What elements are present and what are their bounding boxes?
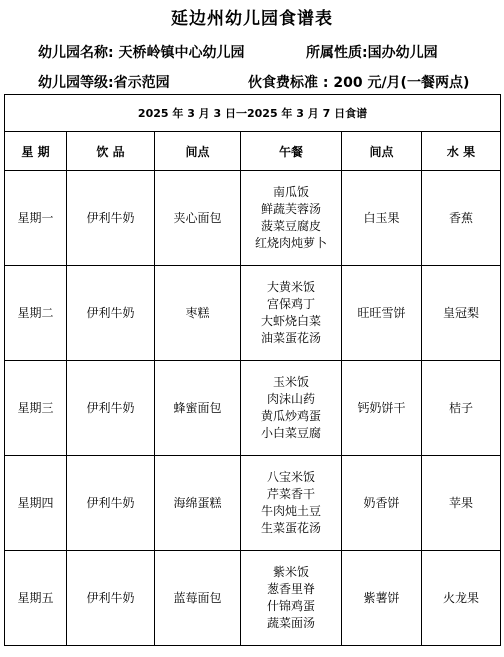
drink-cell: 伊利牛奶 bbox=[67, 171, 155, 266]
weekday-cell: 星期五 bbox=[5, 551, 67, 646]
header-snack-am: 间点 bbox=[155, 132, 241, 171]
weekday-cell: 星期一 bbox=[5, 171, 67, 266]
page-title: 延边州幼儿园食谱表 bbox=[171, 9, 333, 29]
fruit-cell: 桔子 bbox=[422, 361, 501, 456]
lunch-item: 肉沫山药 bbox=[266, 392, 315, 406]
kindergarten-name: 幼儿园名称: 天桥岭镇中心幼儿园 bbox=[38, 45, 245, 61]
kindergarten-nature: 所属性质:国办幼儿园 bbox=[306, 45, 438, 61]
fruit-cell: 苹果 bbox=[422, 456, 501, 551]
header-fruit: 水 果 bbox=[422, 132, 501, 171]
snack-pm-cell: 白玉果 bbox=[342, 171, 422, 266]
lunch-item: 菠菜豆腐皮 bbox=[260, 219, 321, 233]
snack-pm-cell: 钙奶饼干 bbox=[342, 361, 422, 456]
menu-table bbox=[4, 94, 501, 646]
snack-am-cell: 蓝莓面包 bbox=[155, 551, 241, 646]
snack-am-cell: 蜂蜜面包 bbox=[155, 361, 241, 456]
lunch-item: 油菜蛋花汤 bbox=[260, 331, 321, 345]
snack-am-cell: 夹心面包 bbox=[155, 171, 241, 266]
table-row bbox=[5, 361, 501, 456]
lunch-item: 红烧肉炖萝卜 bbox=[254, 236, 327, 250]
lunch-item: 蔬菜面汤 bbox=[266, 616, 315, 630]
lunch-item: 宫保鸡丁 bbox=[266, 297, 315, 311]
header-lunch: 午餐 bbox=[241, 132, 342, 171]
drink-cell: 伊利牛奶 bbox=[67, 456, 155, 551]
snack-pm-cell: 旺旺雪饼 bbox=[342, 266, 422, 361]
lunch-item: 牛肉炖土豆 bbox=[260, 504, 321, 518]
lunch-cell bbox=[241, 266, 342, 361]
snack-pm-cell: 奶香饼 bbox=[342, 456, 422, 551]
lunch-item: 玉米饭 bbox=[272, 375, 309, 389]
snack-am-cell: 枣糕 bbox=[155, 266, 241, 361]
weekday-cell: 星期四 bbox=[5, 456, 67, 551]
lunch-item: 黄瓜炒鸡蛋 bbox=[260, 409, 321, 423]
fruit-cell: 香蕉 bbox=[422, 171, 501, 266]
table-row bbox=[5, 456, 501, 551]
snack-am-cell: 海绵蛋糕 bbox=[155, 456, 241, 551]
lunch-cell bbox=[241, 551, 342, 646]
drink-cell: 伊利牛奶 bbox=[67, 266, 155, 361]
lunch-item: 葱香里脊 bbox=[266, 582, 315, 596]
lunch-item: 大虾烧白菜 bbox=[260, 314, 321, 328]
lunch-cell bbox=[241, 456, 342, 551]
lunch-item: 鲜蔬芙蓉汤 bbox=[260, 202, 321, 216]
table-row bbox=[5, 266, 501, 361]
table-row bbox=[5, 171, 501, 266]
lunch-item: 南瓜饭 bbox=[272, 185, 309, 199]
header-row bbox=[5, 132, 501, 171]
weekday-cell: 星期二 bbox=[5, 266, 67, 361]
table-row bbox=[5, 551, 501, 646]
drink-cell: 伊利牛奶 bbox=[67, 551, 155, 646]
lunch-item: 什锦鸡蛋 bbox=[266, 599, 315, 613]
fruit-cell: 火龙果 bbox=[422, 551, 501, 646]
snack-pm-cell: 紫薯饼 bbox=[342, 551, 422, 646]
lunch-item: 生菜蛋花汤 bbox=[260, 521, 321, 535]
lunch-item: 大黄米饭 bbox=[266, 280, 315, 294]
fruit-cell: 皇冠梨 bbox=[422, 266, 501, 361]
header-weekday: 星 期 bbox=[5, 132, 67, 171]
weekday-cell: 星期三 bbox=[5, 361, 67, 456]
lunch-item: 小白菜豆腐 bbox=[260, 426, 321, 440]
lunch-cell bbox=[241, 361, 342, 456]
lunch-item: 芹菜香干 bbox=[266, 487, 315, 501]
lunch-item: 紫米饭 bbox=[272, 565, 309, 579]
header-snack-pm: 间点 bbox=[342, 132, 422, 171]
drink-cell: 伊利牛奶 bbox=[67, 361, 155, 456]
table-caption: 2025 年 3 月 3 日一2025 年 3 月 7 日食谱 bbox=[5, 95, 501, 132]
lunch-item: 八宝米饭 bbox=[266, 470, 315, 484]
meal-fee-standard: 伙食费标准 : 200 元/月(一餐两点) bbox=[248, 75, 470, 91]
lunch-cell bbox=[241, 171, 342, 266]
header-drink: 饮 品 bbox=[67, 132, 155, 171]
kindergarten-grade: 幼儿园等级:省示范园 bbox=[38, 75, 170, 91]
